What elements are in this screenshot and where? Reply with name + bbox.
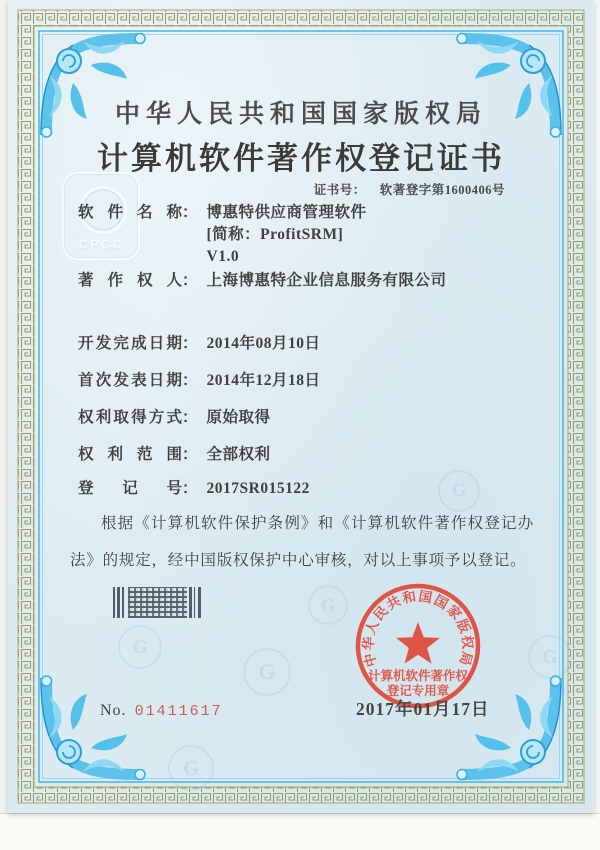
issue-date: 2017年01月17日 <box>356 699 490 719</box>
field-label: 首次发表日期 <box>78 372 182 389</box>
field-colon: ： <box>182 204 198 221</box>
field-row-first-publish-date <box>78 370 321 392</box>
value-line: V1.0 <box>206 248 240 265</box>
anticopy-ring: G <box>438 470 480 512</box>
seal-line2: 登记专用章 <box>386 684 450 698</box>
barcode-2d-icon <box>113 587 203 618</box>
field-row-copyright-owner <box>78 270 447 292</box>
field-label: 登记号 <box>78 480 182 497</box>
barcode-matrix <box>128 587 187 618</box>
certificate-number-line <box>314 180 505 198</box>
anticopy-ring: G <box>168 745 214 791</box>
field-value: 2017SR015122 <box>206 480 310 497</box>
field-value: 原始取得 <box>206 409 271 426</box>
seal-star-icon <box>396 622 440 664</box>
issuer-title: 中华人民共和国国家版权局 <box>114 101 487 128</box>
serial-digits: 01411617 <box>134 703 223 720</box>
value-line: [简称：ProfitSRM] <box>206 226 344 243</box>
field-colon: ： <box>182 335 198 352</box>
corner-ornament-bottom-left <box>41 676 145 780</box>
field-label: 权利范围 <box>78 446 182 463</box>
field-row-software-name <box>78 202 367 268</box>
field-label: 著作权人 <box>78 272 182 289</box>
scan-background-right <box>594 0 600 813</box>
field-row-registration-number <box>78 478 310 500</box>
field-value: 全部权利 <box>206 446 271 463</box>
field-label: 软件名称 <box>78 204 182 221</box>
certificate-title: 计算机软件著作权登记证书 <box>97 141 505 176</box>
certificate-number-value: 软著登字第1600406号 <box>379 183 505 197</box>
scan-background-bottom <box>0 813 600 850</box>
field-value: 2014年08月10日 <box>206 335 321 352</box>
anticopy-ring: G <box>308 585 348 625</box>
field-row-dev-complete-date <box>78 333 321 355</box>
field-label: 权利取得方式 <box>78 409 182 426</box>
cpcc-watermark-text: CPCC <box>78 237 124 252</box>
field-row-right-scope <box>78 444 271 466</box>
field-label: 开发完成日期 <box>78 335 182 352</box>
certificate-paper <box>8 0 594 813</box>
serial-number <box>100 702 223 720</box>
field-row-right-acquisition <box>78 407 271 429</box>
barcode-right-bars <box>189 587 203 618</box>
seal-ring-text: 中华人民共和国国家版权局 <box>360 588 476 669</box>
anticopy-ring: G <box>243 648 291 696</box>
certificate-number-label: 证书号： <box>313 183 366 197</box>
value-line: 博惠特供应商管理软件 <box>206 204 367 221</box>
anticopy-ring: G <box>118 625 162 669</box>
anticopy-ring: G <box>528 635 572 679</box>
field-value: 2014年12月18日 <box>206 372 321 389</box>
registration-statement: 根据《计算机软件保护条例》和《计算机软件著作权登记办法》的规定，经中国版权保护中心审核，对以上事项予以登记。 <box>70 515 534 569</box>
seal-line1: 计算机软件著作权 <box>367 669 469 683</box>
field-colon: ： <box>182 409 198 426</box>
field-value <box>207 202 367 268</box>
serial-prefix: No. <box>100 702 127 719</box>
field-colon: ： <box>182 372 198 389</box>
field-value: 上海博惠特企业信息服务有限公司 <box>206 272 447 289</box>
barcode-left-bars <box>113 587 126 618</box>
field-colon: ： <box>182 446 198 463</box>
field-colon: ： <box>182 272 198 289</box>
field-colon: ： <box>182 480 198 497</box>
